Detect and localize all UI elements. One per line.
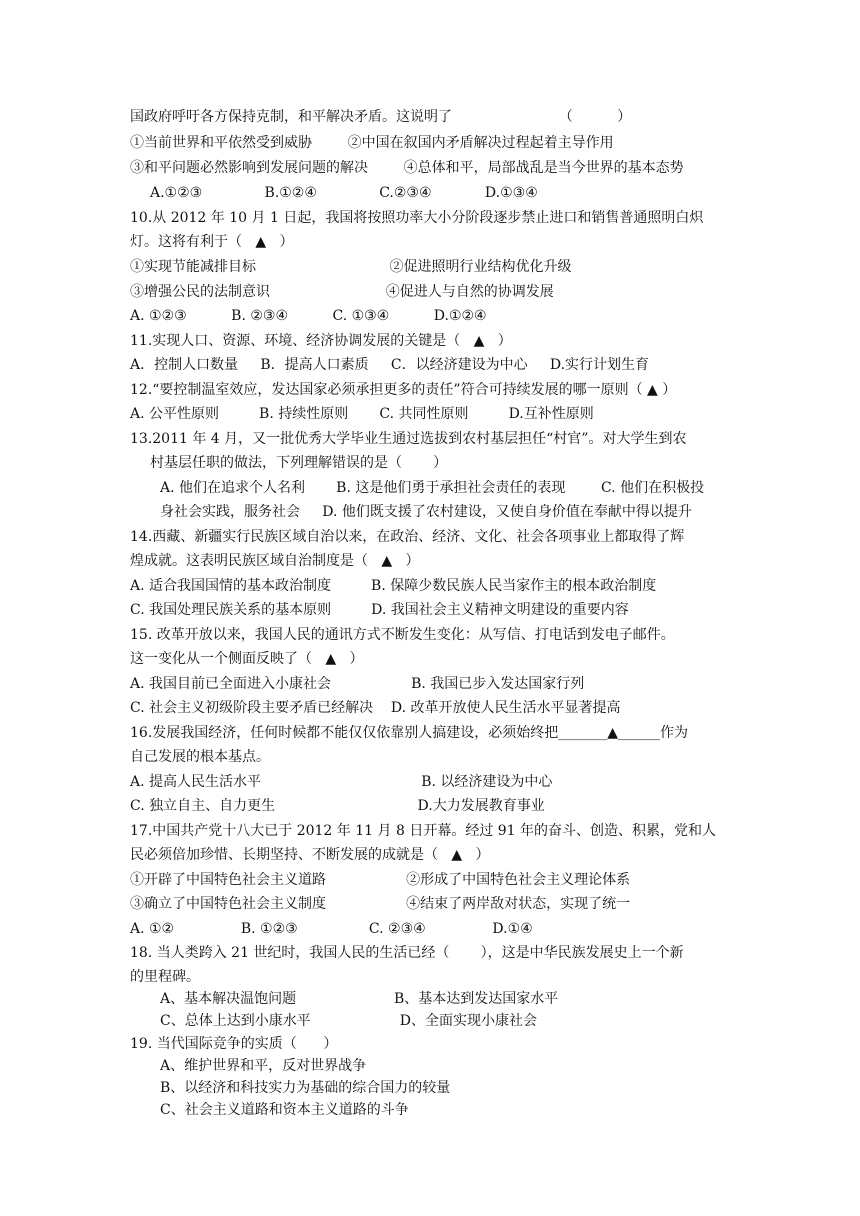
answer-options: A. 提高人民生活水平 B. 以经济建设为中心 <box>130 774 553 790</box>
text-line: ①实现节能减排目标 ②促进照明行业结构优化升级 <box>130 259 572 275</box>
text-line: ③和平问题必然影响到发展问题的解决 ④总体和平，局部战乱是当今世界的基本态势 <box>130 160 684 176</box>
question-19: 19. 当代国际竞争的实质（ ） <box>130 1036 338 1052</box>
answer-options: A. 我国目前已全面进入小康社会 B. 我国已步入发达国家行列 <box>130 676 585 692</box>
question-18: 18. 当人类跨入 21 世纪时，我国人民的生活已经（ ），这是中华民族发展史上一个新 <box>130 945 684 961</box>
answer-options: A. 他们在追求个人名利 B. 这是他们勇于承担社会责任的表现 C. 他们在积极投 <box>160 480 705 496</box>
text-line: 的里程碑。 <box>130 969 200 985</box>
text-line: 自己发展的根本基点。 <box>130 749 270 765</box>
text-line: 国政府呼吁各方保持克制，和平解决矛盾。这说明了 （ ） <box>130 109 632 125</box>
text-line: 这一变化从一个侧面反映了（ ▲ ） <box>130 651 364 667</box>
question-12: 12.“要控制温室效应，发达国家必须承担更多的责任”符合可持续发展的哪一原则（ ▲ ） <box>130 382 677 398</box>
answer-option-a: A、维护世界和平，反对世界战争 <box>160 1058 367 1074</box>
answer-options: C、总体上达到小康水平 D、全面实现小康社会 <box>160 1013 537 1029</box>
answer-options: A. ①②③ B. ②③④ C. ①③④ D.①②④ <box>130 308 487 324</box>
answer-option-c: C、社会主义道路和资本主义道路的斗争 <box>160 1102 409 1118</box>
answer-options: A. 公平性原则 B. 持续性原则 C. 共同性原则 D.互补性原则 <box>130 406 594 422</box>
answer-options: A. ①② B. ①②③ C. ②③④ D.①④ <box>130 921 533 937</box>
answer-options: C. 我国处理民族关系的基本原则 D. 我国社会主义精神文明建设的重要内容 <box>130 602 629 618</box>
answer-options: A.①②③ B.①②④ C.②③④ D.①③④ <box>150 185 538 201</box>
question-15: 15. 改革开放以来，我国人民的通讯方式不断发生变化：从写信、打电话到发电子邮件。 <box>130 627 675 643</box>
question-10: 10.从 2012 年 10 月 1 日起，我国将按照功率大小分阶段逐步禁止进口和销售普通照明白炽 <box>130 210 704 226</box>
answer-options: C. 独立自主、自力更生 D.大力发展教育事业 <box>130 798 545 814</box>
answer-options: A．控制人口数量 B．提高人口素质 C．以经济建设为中心 D.实行计划生育 <box>130 357 650 373</box>
text-line: ①开辟了中国特色社会主义道路 ②形成了中国特色社会主义理论体系 <box>130 872 631 888</box>
answer-options: A、基本解决温饱问题 B、基本达到发达国家水平 <box>160 991 559 1007</box>
answer-options: C. 社会主义初级阶段主要矛盾已经解决 D. 改革开放使人民生活水平显著提高 <box>130 700 621 716</box>
answer-options: 身社会实践，服务社会 D. 他们既支援了农村建设，又使自身价值在奉献中得以提升 <box>160 504 692 520</box>
text-line: ①当前世界和平依然受到威胁 ②中国在叙国内矛盾解决过程起着主导作用 <box>130 135 614 151</box>
text-line: 村基层任职的做法，下列理解错误的是（ ） <box>150 455 448 471</box>
answer-option-b: B、以经济和科技实力为基础的综合国力的较量 <box>160 1080 451 1096</box>
question-11: 11.实现人口、资源、环境、经济协调发展的关键是（ ▲ ） <box>130 333 512 349</box>
question-14: 14.西藏、新疆实行民族区域自治以来，在政治、经济、文化、社会各项事业上都取得了辉 <box>130 529 685 545</box>
text-line: 煌成就。这表明民族区域自治制度是（ ▲ ） <box>130 553 420 569</box>
question-13: 13.2011 年 4 月，又一批优秀大学毕业生通过选拔到农村基层担任“村官”。对大学生到农 <box>130 431 687 447</box>
answer-options: A. 适合我国国情的基本政治制度 B. 保障少数民族人民当家作主的根本政治制度 <box>130 578 657 594</box>
question-17: 17.中国共产党十八大已于 2012 年 11 月 8 日开幕。经过 91 年的奋斗、创造、积累，党和人 <box>130 823 717 839</box>
text-line: ③增强公民的法制意识 ④促进人与自然的协调发展 <box>130 284 554 300</box>
text-line: 灯。这将有利于（ ▲ ） <box>130 234 294 250</box>
text-line: ③确立了中国特色社会主义制度 ④结束了两岸敌对状态，实现了统一 <box>130 896 631 912</box>
question-16: 16.发展我国经济，任何时候都不能仅仅依靠别人搞建设，必须始终把_______▲______作为 <box>130 725 689 741</box>
text-line: 民必须倍加珍惜、长期坚持、不断发展的成就是（ ▲ ） <box>130 847 490 863</box>
